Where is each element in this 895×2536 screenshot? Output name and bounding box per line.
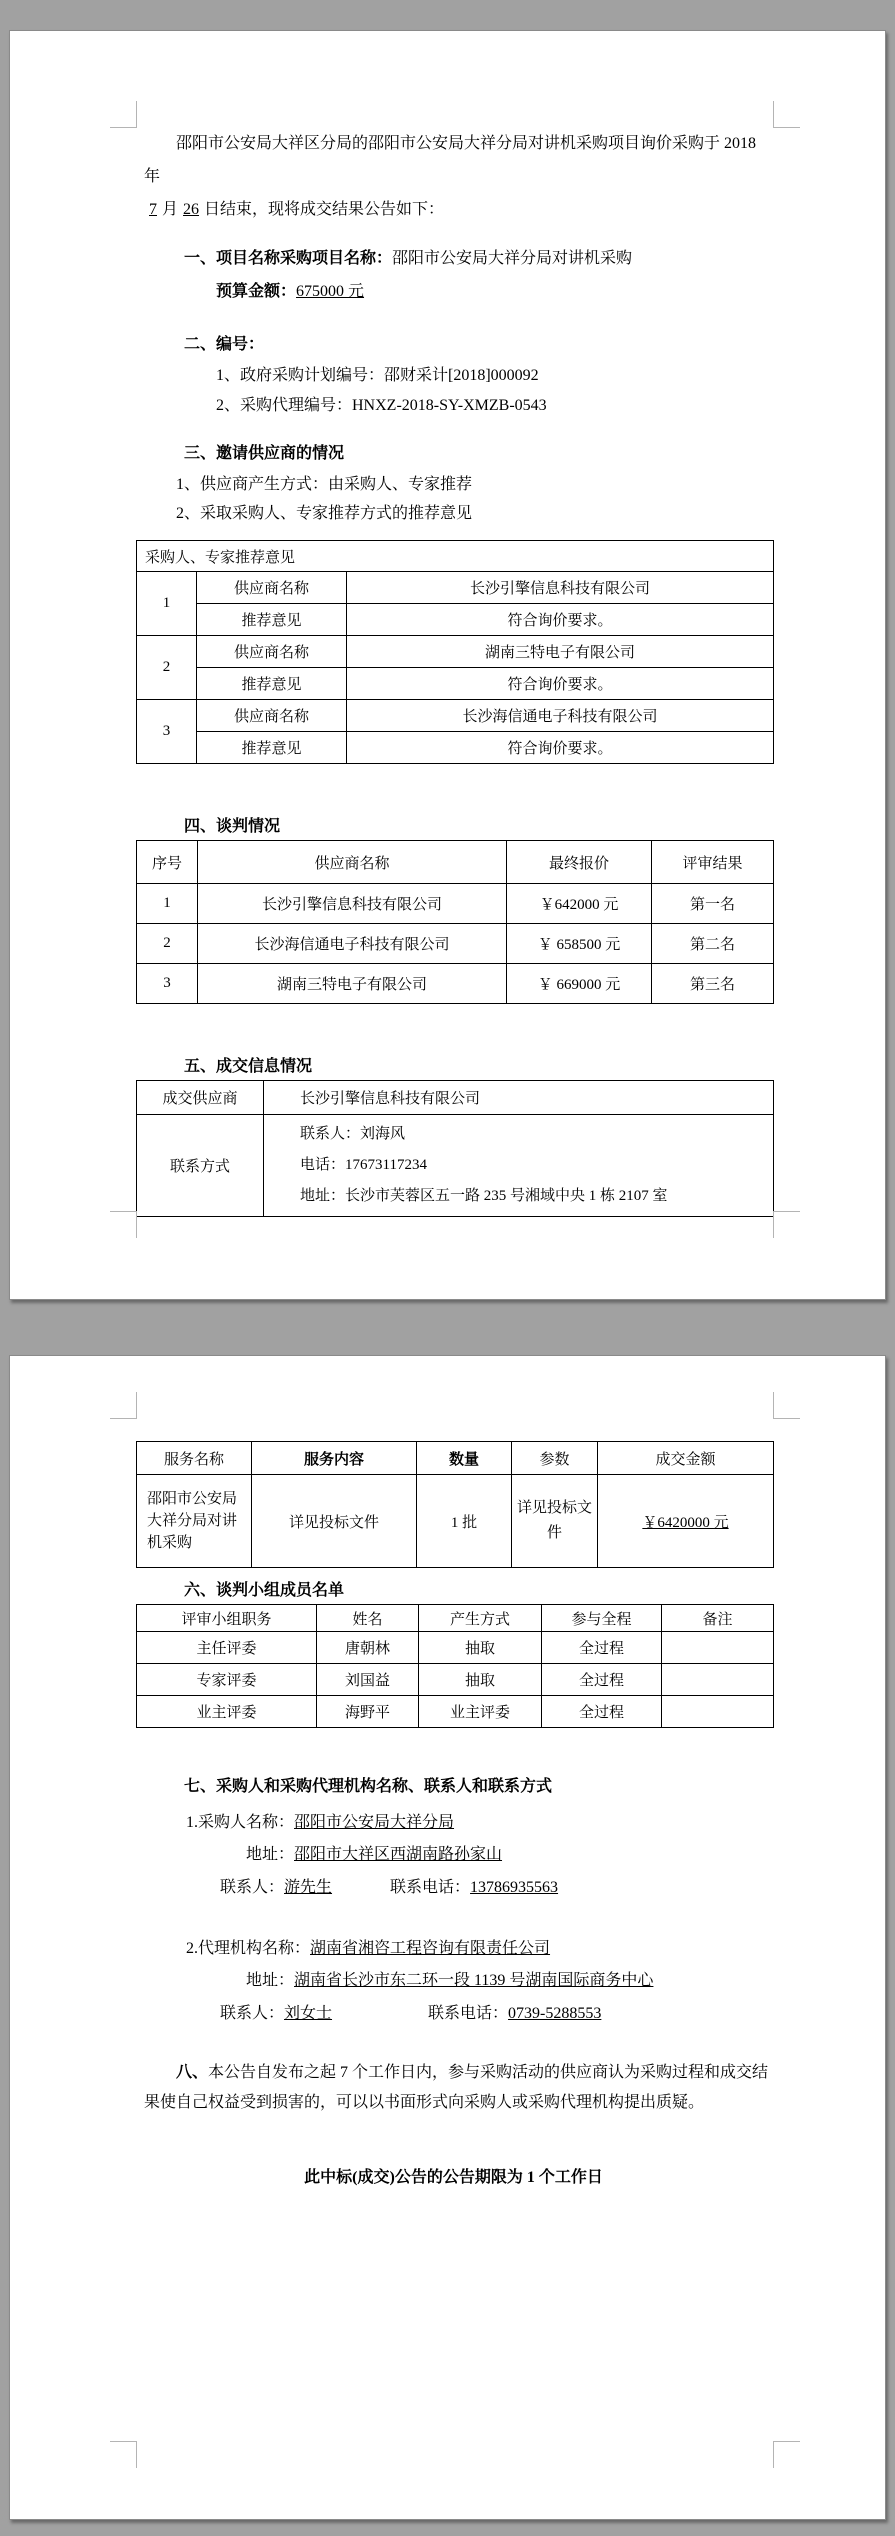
amount-value: ￥6420000 元	[642, 1514, 729, 1531]
intro-line-1: 邵阳市公安局大祥区分局的邵阳市公安局大祥分局对讲机采购项目询价采购于 2018 年	[144, 135, 757, 185]
page-2	[9, 1355, 886, 2520]
table-row	[137, 1696, 774, 1728]
remark-cell	[662, 1696, 774, 1728]
contact-phone-line: 电话：17673117234	[300, 1157, 427, 1173]
table-row	[137, 1475, 774, 1568]
no-cell: 1	[137, 884, 198, 924]
supplier-cell: 湖南三特电子有限公司	[198, 964, 507, 1004]
col-header-participation: 参与全程	[542, 1605, 662, 1632]
end-day-value: 26	[183, 201, 200, 218]
contact-person-line: 联系人：刘海风	[300, 1126, 406, 1142]
supplier-cell: 长沙海信通电子科技有限公司	[198, 924, 507, 964]
role-cell: 专家评委	[137, 1664, 317, 1696]
agency-address-value: 湖南省长沙市东二环一段 1139 号湖南国际商务中心	[294, 1972, 654, 1989]
row-number-cell: 1	[137, 572, 197, 636]
parameters-cell: 详见投标文件	[512, 1475, 598, 1568]
recommend-table-title: 采购人、专家推荐意见	[137, 541, 774, 572]
col-header-method: 产生方式	[419, 1605, 542, 1632]
margin-corner-mark	[110, 101, 137, 128]
col-header-role: 评审小组职务	[137, 1605, 317, 1632]
agency-contact-label: 联系人：	[220, 2005, 285, 2022]
agency-phone-label: 联系电话：	[428, 2005, 509, 2022]
col-header-service-name: 服务名称	[137, 1442, 252, 1475]
plan-number-item: 1、政府采购计划编号：邵财采计[2018]000092	[216, 367, 539, 384]
supplier-name-label-cell: 供应商名称	[197, 636, 347, 668]
table-row	[137, 964, 774, 1004]
amount-cell	[598, 1475, 774, 1568]
table-row	[137, 700, 774, 732]
result-cell: 第一名	[652, 884, 774, 924]
service-detail-table	[136, 1441, 774, 1568]
section-8-text: 本公告自发布之起 7 个工作日内，参与采购活动的供应商认为采购过程和成交结果使自己权益受到损害的，可以以书面形式向采购人或采购代理机构提出质疑。	[144, 2064, 769, 2111]
table-row	[137, 924, 774, 964]
supplier-name-cell: 长沙引擎信息科技有限公司	[347, 572, 774, 604]
col-header-result: 评审结果	[652, 841, 774, 884]
participation-cell: 全过程	[542, 1664, 662, 1696]
col-header-no: 序号	[137, 841, 198, 884]
opinion-cell: 符合询价要求。	[347, 668, 774, 700]
service-name-cell: 邵阳市公安局大祥分局对讲机采购	[137, 1475, 252, 1568]
table-row	[137, 1664, 774, 1696]
agency-name-label: 2.代理机构名称：	[186, 1940, 311, 1957]
agency-contact-value: 刘女士	[284, 2005, 333, 2022]
table-row	[137, 884, 774, 924]
row-number-cell: 2	[137, 636, 197, 700]
quantity-cell: 1 批	[417, 1475, 512, 1568]
contact-label-cell: 联系方式	[137, 1115, 264, 1217]
table-row	[137, 572, 774, 604]
result-cell: 第二名	[652, 924, 774, 964]
role-cell: 业主评委	[137, 1696, 317, 1728]
table-row	[137, 1632, 774, 1664]
role-cell: 主任评委	[137, 1632, 317, 1664]
price-cell: ￥ 658500 元	[507, 924, 652, 964]
margin-corner-mark	[773, 2441, 800, 2468]
section-8-paragraph	[144, 2058, 771, 2118]
buyer-address-label: 地址：	[246, 1846, 295, 1863]
intro-line-2	[144, 193, 771, 226]
agency-number-item: 2、采购代理编号：HNXZ-2018-SY-XMZB-0543	[216, 397, 547, 414]
section-1-label: 一、项目名称采购项目名称：	[184, 250, 393, 267]
method-cell: 业主评委	[419, 1696, 542, 1728]
col-header-quantity: 数量	[417, 1442, 512, 1475]
supplier-source-item: 1、供应商产生方式：由采购人、专家推荐	[176, 476, 473, 493]
table-row	[137, 732, 774, 764]
buyer-contact-line	[220, 1871, 771, 1904]
col-header-remark: 备注	[662, 1605, 774, 1632]
buyer-name-value: 邵阳市公安局大祥分局	[294, 1814, 455, 1831]
col-header-price: 最终报价	[507, 841, 652, 884]
table-row	[137, 636, 774, 668]
contact-info-cell	[264, 1115, 774, 1217]
buyer-phone-label: 联系电话：	[390, 1879, 471, 1896]
agency-name-value: 湖南省湘咨工程咨询有限责任公司	[310, 1940, 551, 1957]
table-row	[137, 604, 774, 636]
page-1	[9, 30, 886, 1300]
opinion-cell: 符合询价要求。	[347, 732, 774, 764]
contact-address-line: 地址：长沙市芙蓉区五一路 235 号湘域中央 1 栋 2107 室	[300, 1188, 668, 1204]
margin-corner-mark	[773, 101, 800, 128]
intro-rest: 日结束，现将成交结果公告如下：	[204, 201, 445, 218]
table-header-row	[137, 1442, 774, 1475]
col-header-parameters: 参数	[512, 1442, 598, 1475]
agency-address-line	[246, 1964, 771, 1997]
col-header-amount: 成交金额	[598, 1442, 774, 1475]
negotiation-table	[136, 840, 774, 1004]
name-cell: 唐朝林	[317, 1632, 419, 1664]
name-cell: 海野平	[317, 1696, 419, 1728]
budget-label: 预算金额：	[216, 283, 297, 300]
participation-cell: 全过程	[542, 1696, 662, 1728]
opinion-label-cell: 推荐意见	[197, 604, 347, 636]
section-6-heading: 六、谈判小组成员名单	[184, 1582, 345, 1599]
no-cell: 2	[137, 924, 198, 964]
supplier-cell: 长沙引擎信息科技有限公司	[198, 884, 507, 924]
result-cell: 第三名	[652, 964, 774, 1004]
buyer-name-label: 1.采购人名称：	[186, 1814, 295, 1831]
agency-address-label: 地址：	[246, 1972, 295, 1989]
section-7-heading: 七、采购人和采购代理机构名称、联系人和联系方式	[184, 1778, 553, 1795]
table-header-row	[137, 1605, 774, 1632]
margin-corner-mark	[110, 2441, 137, 2468]
end-month-value: 7	[149, 201, 157, 218]
month-unit: 月	[162, 201, 179, 218]
deal-supplier-label-cell: 成交供应商	[137, 1081, 264, 1115]
budget-line	[216, 275, 771, 308]
col-header-supplier: 供应商名称	[198, 841, 507, 884]
section-1-heading	[184, 242, 771, 275]
section-3-heading: 三、邀请供应商的情况	[184, 445, 345, 462]
recommend-method-item: 2、采取采购人、专家推荐方式的推荐意见	[176, 505, 473, 522]
buyer-address-value: 邵阳市大祥区西湖南路孙家山	[294, 1846, 503, 1863]
buyer-phone-value: 13786935563	[470, 1879, 559, 1896]
margin-corner-mark	[773, 1211, 800, 1238]
service-content-cell: 详见投标文件	[252, 1475, 417, 1568]
opinion-cell: 符合询价要求。	[347, 604, 774, 636]
col-header-name: 姓名	[317, 1605, 419, 1632]
section-4-heading: 四、谈判情况	[184, 818, 281, 835]
participation-cell: 全过程	[542, 1632, 662, 1664]
recommend-opinion-table	[136, 540, 774, 764]
section-2-heading: 二、编号：	[184, 336, 265, 353]
method-cell: 抽取	[419, 1632, 542, 1664]
supplier-name-label-cell: 供应商名称	[197, 572, 347, 604]
price-cell: ￥ 669000 元	[507, 964, 652, 1004]
table-header-row	[137, 841, 774, 884]
margin-corner-mark	[110, 1392, 137, 1419]
announcement-period-footer: 此中标(成交)公告的公告期限为 1 个工作日	[304, 2169, 603, 2186]
remark-cell	[662, 1632, 774, 1664]
no-cell: 3	[137, 964, 198, 1004]
supplier-name-cell: 湖南三特电子有限公司	[347, 636, 774, 668]
table-row	[137, 668, 774, 700]
buyer-contact-label: 联系人：	[220, 1879, 285, 1896]
budget-value: 675000 元	[296, 283, 365, 300]
agency-phone-value: 0739-5288553	[508, 2005, 602, 2022]
project-name: 邵阳市公安局大祥分局对讲机采购	[392, 250, 633, 267]
margin-corner-mark	[773, 1392, 800, 1419]
supplier-name-label-cell: 供应商名称	[197, 700, 347, 732]
deal-info-table	[136, 1080, 774, 1217]
agency-name-line	[186, 1934, 771, 1964]
margin-corner-mark	[110, 1211, 137, 1238]
team-member-table	[136, 1604, 774, 1728]
name-cell: 刘国益	[317, 1664, 419, 1696]
deal-supplier-name-cell: 长沙引擎信息科技有限公司	[264, 1081, 774, 1115]
opinion-label-cell: 推荐意见	[197, 732, 347, 764]
opinion-label-cell: 推荐意见	[197, 668, 347, 700]
row-number-cell: 3	[137, 700, 197, 764]
table-row	[137, 1115, 774, 1217]
agency-contact-line	[220, 1997, 771, 2030]
remark-cell	[662, 1664, 774, 1696]
section-5-heading: 五、成交信息情况	[184, 1058, 313, 1075]
table-row	[137, 1081, 774, 1115]
col-header-service-content: 服务内容	[252, 1442, 417, 1475]
price-cell: ￥642000 元	[507, 884, 652, 924]
buyer-name-line	[186, 1808, 771, 1838]
intro-paragraph	[144, 127, 771, 226]
buyer-contact-value: 游先生	[284, 1879, 333, 1896]
section-8-label: 八、	[176, 2064, 209, 2081]
buyer-address-line	[246, 1838, 771, 1871]
supplier-name-cell: 长沙海信通电子科技有限公司	[347, 700, 774, 732]
method-cell: 抽取	[419, 1664, 542, 1696]
